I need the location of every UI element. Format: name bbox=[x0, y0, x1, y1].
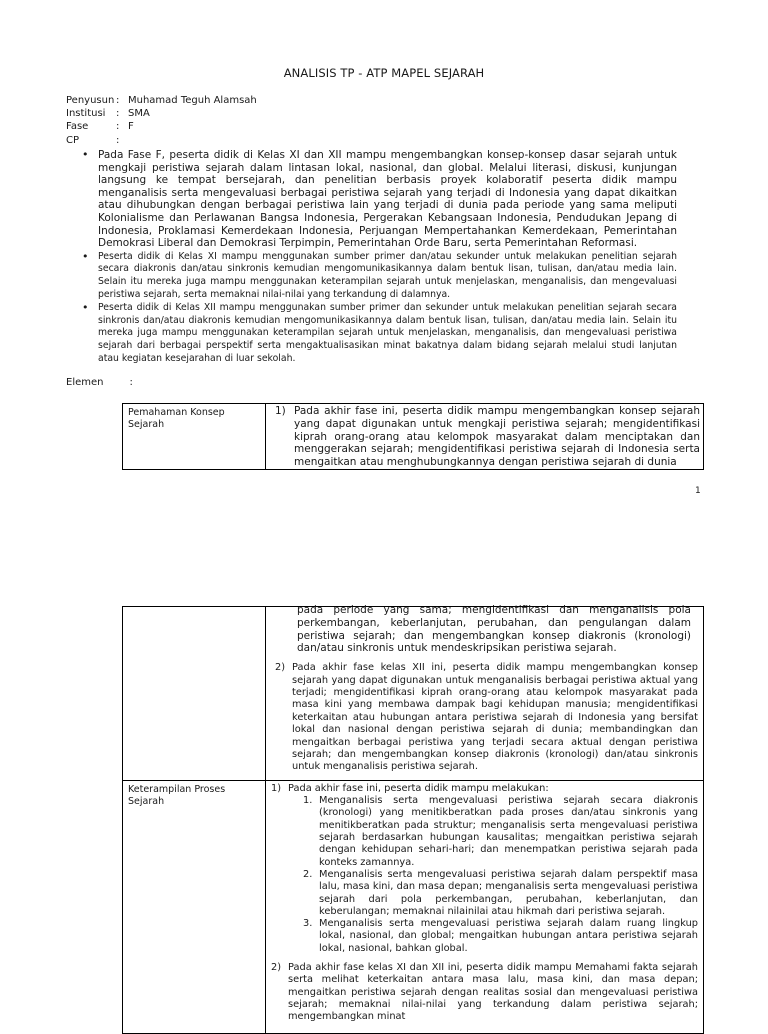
sub-list-item bbox=[303, 869, 698, 918]
elemen-label: Elemen bbox=[66, 377, 104, 388]
row-content bbox=[266, 404, 704, 470]
table-row bbox=[123, 404, 704, 470]
row-label-empty bbox=[123, 607, 266, 781]
cp-bullet: • Peserta didik di Kelas XI mampu menggunakan sumber primer dan/atau sekunder untuk melakukan penelitian sejarah secara diakronis dan/atau sinkronis kemudian mengomunikasikannya dalam bentuk lisan, tulisan, dan/atau media lain. Selain itu mereka juga mampu menggunakan keterampilan sejarah untuk menjelaskan, menganalisis, dan mengevaluasi peristiwa sejarah, serta memaknai nilai-nilai yang terkandung di dalamnya. bbox=[80, 251, 677, 301]
item-text: Pada akhir fase ini, peserta didik mampu melakukan: bbox=[288, 782, 549, 794]
item-number: 1) bbox=[275, 405, 286, 417]
meta-sep: : bbox=[116, 108, 120, 120]
list-item bbox=[275, 405, 700, 469]
sub-item-number: 1. bbox=[303, 795, 313, 807]
cp-bullet: • Peserta didik di Kelas XII mampu menggunakan sumber primer dan sekunder untuk melakukan penelitian sejarah secara sinkronis dan/atau diakronis kemudian mengomunikasikannya dalam bentuk lisan, tulisan, dan/atau media lain. Selain itu mereka juga mampu menggunakan keterampilan sejarah untuk menjelaskan, menganalisis, dan mengevaluasi peristiwa sejarah dari berbagai perspektif serta mengaktualisasikan minat bakatnya dalam bidang sejarah melalui studi lanjutan atau kegiatan kesejarahan di luar sekolah. bbox=[80, 302, 677, 365]
sub-item-text: Menganalisis serta mengevaluasi peristiwa sejarah dalam perspektif masa lalu, masa kini, dan masa depan; menganalisis serta mengevaluasi peristiwa sejarah dari pola perkembangan, perubahan, keberlanjutan, dan keberulangan; memaknai nilainilai atau hikmah dari peristiwa sejarah. bbox=[319, 868, 698, 917]
meta-block bbox=[66, 94, 257, 147]
meta-label: Penyusun bbox=[66, 95, 115, 106]
meta-label: CP bbox=[66, 134, 80, 146]
elemen-heading bbox=[66, 377, 133, 388]
sub-item-text: Menganalisis serta mengevaluasi peristiwa sejarah dalam ruang lingkup lokal, nasional, dan global; mengaitkan hubungan antara peristiwa sejarah lokal, nasional, bahkan global. bbox=[319, 918, 698, 954]
document-title: ANALISIS TP - ATP MAPEL SEJARAH bbox=[283, 66, 485, 80]
sub-list-item bbox=[303, 795, 698, 869]
row-content bbox=[266, 780, 704, 1034]
sub-list bbox=[303, 795, 698, 955]
meta-row-fase bbox=[66, 120, 257, 133]
elemen-table-page1 bbox=[122, 403, 704, 470]
page-gap bbox=[0, 510, 768, 600]
meta-label: Fase bbox=[66, 121, 89, 133]
meta-label: Institusi bbox=[66, 108, 106, 120]
item-number: 2) bbox=[275, 662, 286, 674]
item-text: Pada akhir fase kelas XII ini, peserta didik mampu mengembangkan konsep sejarah yang dapat digunakan untuk menganalisis berbagai peristiwa aktual yang terjadi; mengidentifikasi kiprah orang-orang atau kelompok masyarakat pada masa kini yang membawa dampak bagi kehidupan manusia; mengidentifikasi keterkaitan atau hubungan antara peristiwa sejarah di Indonesia yang bersifat lokal dan nasional dengan peristiwa sejarah di dunia; membandingkan dan mengaitkan berbagai peristiwa yang terjadi secara aktual dengan peristiwa sejarah; dan mengembangkan konsep diakronis (kronologi) dan/atau sinkronis untuk menganalisis peristiwa sejarah. bbox=[292, 662, 698, 773]
list-item bbox=[275, 662, 698, 774]
cp-bullet: • Pada Fase F, peserta didik di Kelas XI dan XII mampu mengembangkan konsep-konsep dasar sejarah untuk mengkaji peristiwa sejarah dalam lintasan lokal, nasional, dan global. Melalui literasi, diskusi, kunjungan langsung ke tempat bersejarah, dan penelitian berbasis proyek kolaboratif peserta didik mampu menganalisis serta mengevaluasi berbagai peristiwa sejarah yang terjadi di Indonesia yang dapat dikaitkan atau dihubungkan dengan berbagai peristiwa lain yang terjadi di dunia pada periode yang sama meliputi Kolonialisme dan Perlawanan Bangsa Indonesia, Pergerakan Kebangsaan Indonesia, Pendudukan Jepang di Indonesia, Proklamasi Kemerdekaan Indonesia, Perjuangan Mempertahankan Kemerdekaan, Pemerintahan Demokrasi Liberal dan Demokrasi Terpimpin, Pemerintahan Orde Baru, serta Pemerintahan Reformasi. bbox=[80, 149, 677, 250]
meta-sep: : bbox=[116, 121, 120, 133]
sub-item-text: Menganalisis serta mengevaluasi peristiwa sejarah secara diakronis (kronologi) yang menitikberatkan pada proses dan/atau sinkronis yang menitikberatkan pada struktur; menganalisis serta mengevaluasi peristiwa sejarah berdasarkan hubungan kausalitas; mengaitkan peristiwa sejarah dengan kehidupan sehari-hari; dan menempatkan peristiwa sejarah pada konteks zamannya. bbox=[319, 795, 698, 868]
meta-value: SMA bbox=[128, 108, 150, 120]
meta-row-penyusun bbox=[66, 94, 257, 107]
meta-value: Muhamad Teguh Alamsah bbox=[128, 95, 257, 106]
sub-item-number: 2. bbox=[303, 868, 313, 880]
list-item bbox=[271, 783, 698, 795]
table-row bbox=[123, 780, 704, 1034]
item-text: Pada akhir fase ini, peserta didik mampu mengembangkan konsep sejarah yang dapat digunakan untuk mengkaji peristiwa sejarah; mengidentifikasi kiprah orang-orang atau kelompok masyarakat dalam menciptakan dan menggerakan sejarah; mengidentifikasi peristiwa sejarah di Indonesia serta mengaitkan atau menghubungkannya dengan peristiwa sejarah di dunia bbox=[294, 405, 700, 469]
elemen-table-page2 bbox=[122, 606, 704, 1034]
table-row bbox=[123, 607, 704, 781]
list-item bbox=[271, 962, 698, 1023]
item-continuation: pada periode yang sama; mengidentifikasi dan menganalisis pola perkembangan, keberlanjutan, perubahan, dan pengulangan dalam peristiwa sejarah; dan mengembangkan konsep diakronis (kronologi) dan/atau sinkronis untuk mendeskripsikan peristiwa sejarah. bbox=[297, 604, 691, 655]
elemen-sep: : bbox=[129, 377, 133, 388]
sub-list-item bbox=[303, 918, 698, 955]
meta-value: F bbox=[128, 121, 134, 133]
item-text: Pada akhir fase kelas XI dan XII ini, peserta didik mampu Memahami fakta sejarah serta melihat keterkaitan antara masa lalu, masa kini, dan masa depan; mengaitkan peristiwa sejarah dengan realitas sosial dan mengevaluasi peristiwa sejarah; memaknai nilai-nilai yang terkandung dalam peristiwa sejarah; mengembangkan minat bbox=[288, 962, 698, 1023]
cp-bullet-list bbox=[80, 149, 677, 365]
sub-item-number: 3. bbox=[303, 918, 313, 930]
row-label-pemahaman: Pemahaman Konsep Sejarah bbox=[123, 404, 266, 470]
document-page-1 bbox=[0, 0, 768, 510]
row-label-keterampilan: Keterampilan Proses Sejarah bbox=[123, 780, 266, 1034]
item-number: 1) bbox=[271, 782, 282, 794]
meta-sep: : bbox=[116, 95, 120, 106]
meta-row-institusi bbox=[66, 107, 257, 120]
page-number: 1 bbox=[695, 486, 701, 496]
meta-row-cp bbox=[66, 134, 257, 147]
row-content bbox=[266, 604, 704, 781]
item-number: 2) bbox=[271, 962, 282, 973]
meta-sep: : bbox=[116, 134, 120, 146]
